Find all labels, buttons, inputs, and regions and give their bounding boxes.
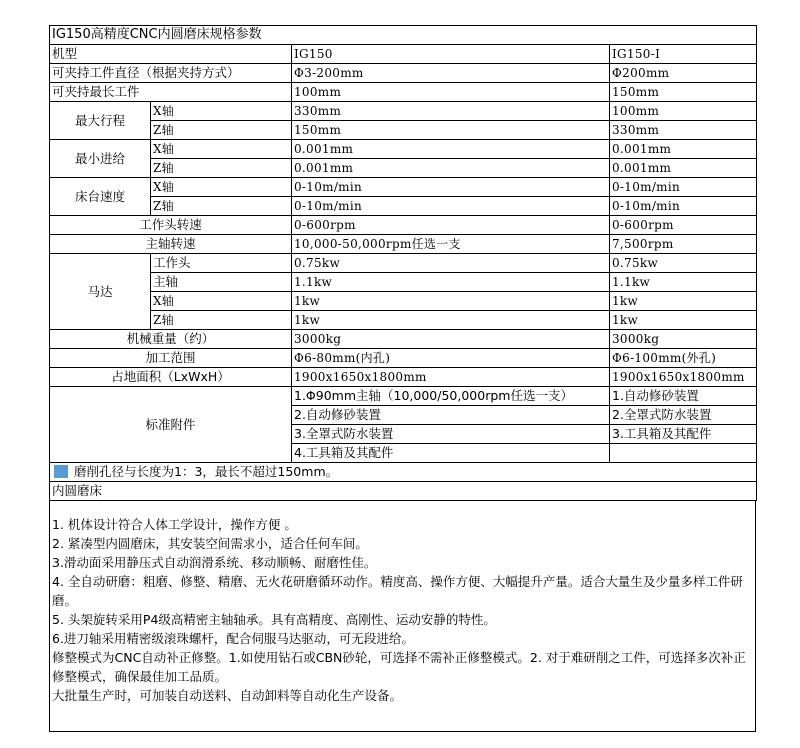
features-heading-row bbox=[50, 482, 757, 501]
note-text: 磨削孔径与长度为1：3，最长不超过150mm。 bbox=[74, 464, 339, 479]
accessory-item: 2.全罩式防水装置 bbox=[610, 406, 757, 425]
table-row bbox=[50, 368, 757, 387]
row-label: 加工范围 bbox=[50, 349, 292, 368]
feature-line: 大批量生产时，可加装自动送料、自动卸料等自动化生产设备。 bbox=[52, 688, 403, 703]
accessory-item: 1.Φ90mm主轴（10,000/50,000rpm任选一支） bbox=[292, 387, 610, 406]
cell-value: 0.001mm bbox=[610, 140, 757, 159]
cell-value: 7,500rpm bbox=[610, 235, 757, 254]
row-label: 工作头转速 bbox=[50, 216, 292, 235]
table-row bbox=[50, 178, 757, 197]
cell-value: 0-10m/min bbox=[610, 197, 757, 216]
accessory-item: 3.全罩式防水装置 bbox=[292, 425, 610, 444]
row-label: 占地面积（LxWxH） bbox=[50, 368, 292, 387]
title-row bbox=[50, 26, 757, 45]
sub-label: Z轴 bbox=[151, 121, 292, 140]
accessory-item: 4.工具箱及其配件 bbox=[292, 444, 610, 463]
row-label: 可夹持工件直径（根据夹持方式） bbox=[50, 64, 292, 83]
cell-value: 0.001mm bbox=[292, 140, 610, 159]
accessory-item: 1.自动修砂装置 bbox=[610, 387, 757, 406]
model-ig150-i: IG150-I bbox=[610, 45, 757, 64]
row-label: 机械重量（约） bbox=[50, 330, 292, 349]
cell-value: 1900x1650x1800mm bbox=[292, 368, 610, 387]
page-title: IG150高精度CNC内圆磨床规格参数 bbox=[50, 26, 757, 45]
table-row bbox=[50, 387, 757, 406]
table-row bbox=[50, 159, 757, 178]
note-cell bbox=[50, 463, 757, 482]
table-row bbox=[50, 235, 757, 254]
cell-value: 100mm bbox=[292, 83, 610, 102]
cell-value: 1kw bbox=[292, 292, 610, 311]
sub-label: X轴 bbox=[151, 292, 292, 311]
cell-value: Φ6-100mm(外孔) bbox=[610, 349, 757, 368]
cell-value: 0.001mm bbox=[292, 159, 610, 178]
note-row bbox=[50, 463, 757, 482]
row-label: 标准附件 bbox=[50, 387, 292, 463]
table-row bbox=[50, 273, 757, 292]
model-ig150: IG150 bbox=[292, 45, 610, 64]
feature-line: 2. 紧凑型内圆磨床，其安装空间需求小，适合任何车间。 bbox=[52, 536, 368, 551]
table-row bbox=[50, 140, 757, 159]
feature-line: 6.进刀轴采用精密级滚珠螺杆，配合伺服马达驱动，可无段进给。 bbox=[52, 631, 414, 646]
table-row bbox=[50, 349, 757, 368]
cell-value: 1kw bbox=[292, 311, 610, 330]
row-label: 马达 bbox=[50, 254, 151, 330]
sub-label: X轴 bbox=[151, 178, 292, 197]
table-row bbox=[50, 121, 757, 140]
sub-label: Z轴 bbox=[151, 159, 292, 178]
cell-value: 0.001mm bbox=[610, 159, 757, 178]
accessory-item: 3.工具箱及其配件 bbox=[610, 425, 757, 444]
sub-label: X轴 bbox=[151, 102, 292, 121]
cell-value: 0-10m/min bbox=[292, 197, 610, 216]
sub-label: 主轴 bbox=[151, 273, 292, 292]
feature-line: 修整模式为CNC自动补正修整。1.如使用钻石或CBN砂轮，可选择不需补正修整模式。2. 对于难研削之工件，可选择多次补正修整模式，确保最佳加工品质。 bbox=[52, 650, 746, 684]
cell-value: 3000kg bbox=[610, 330, 757, 349]
feature-line: 5. 头架旋转采用P4级高精密主轴轴承。具有高精度、高刚性、运动安静的特性。 bbox=[52, 612, 496, 627]
table-row bbox=[50, 83, 757, 102]
cell-value: 150mm bbox=[292, 121, 610, 140]
table-row bbox=[50, 45, 757, 64]
cell-value: 0-600rpm bbox=[610, 216, 757, 235]
blue-square-icon bbox=[54, 465, 68, 478]
feature-line: 4. 全自动研磨：粗磨、修整、精磨、无火花研磨循环动作。精度高、操作方便、大幅提升产量。适合大量生及少量多样工件研磨。 bbox=[52, 574, 743, 608]
cell-value: 100mm bbox=[610, 102, 757, 121]
cell-value: 0.75kw bbox=[610, 254, 757, 273]
cell-value: 0.75kw bbox=[292, 254, 610, 273]
accessory-item bbox=[610, 444, 757, 463]
cell-value: Φ6-80mm(内孔) bbox=[292, 349, 610, 368]
row-label: 床台速度 bbox=[50, 178, 151, 216]
cell-value: 150mm bbox=[610, 83, 757, 102]
cell-value: Φ3-200mm bbox=[292, 64, 610, 83]
table-row bbox=[50, 330, 757, 349]
cell-value: 0-10m/min bbox=[292, 178, 610, 197]
cell-value: 1.1kw bbox=[610, 273, 757, 292]
accessory-item: 2.自动修砂装置 bbox=[292, 406, 610, 425]
sub-label: X轴 bbox=[151, 140, 292, 159]
features-list bbox=[49, 501, 756, 732]
features-heading: 内圆磨床 bbox=[50, 482, 757, 501]
cell-value: 330mm bbox=[292, 102, 610, 121]
cell-value: 1900x1650x1800mm bbox=[610, 368, 757, 387]
cell-value: 10,000-50,000rpm任选一支 bbox=[292, 235, 610, 254]
cell-value: 1kw bbox=[610, 292, 757, 311]
table-row bbox=[50, 102, 757, 121]
spec-sheet bbox=[49, 25, 756, 732]
table-row bbox=[50, 311, 757, 330]
feature-line: 3.滑动面采用静压式自动润滑系统、移动顺畅、耐磨性佳。 bbox=[52, 555, 377, 570]
spec-table bbox=[49, 25, 757, 501]
table-row bbox=[50, 292, 757, 311]
row-label: 可夹持最长工件 bbox=[50, 83, 292, 102]
cell-value: 0-600rpm bbox=[292, 216, 610, 235]
row-label: 最大行程 bbox=[50, 102, 151, 140]
table-row bbox=[50, 64, 757, 83]
table-row bbox=[50, 216, 757, 235]
model-label: 机型 bbox=[50, 45, 292, 64]
sub-label: Z轴 bbox=[151, 197, 292, 216]
cell-value: 330mm bbox=[610, 121, 757, 140]
table-row bbox=[50, 254, 757, 273]
row-label: 最小进给 bbox=[50, 140, 151, 178]
row-label: 主轴转速 bbox=[50, 235, 292, 254]
cell-value: 1kw bbox=[610, 311, 757, 330]
cell-value: 3000kg bbox=[292, 330, 610, 349]
sub-label: 工作头 bbox=[151, 254, 292, 273]
cell-value: 1.1kw bbox=[292, 273, 610, 292]
cell-value: Φ200mm bbox=[610, 64, 757, 83]
table-row bbox=[50, 197, 757, 216]
feature-line: 1. 机体设计符合人体工学设计，操作方便 。 bbox=[52, 517, 297, 532]
cell-value: 0-10m/min bbox=[610, 178, 757, 197]
sub-label: Z轴 bbox=[151, 311, 292, 330]
